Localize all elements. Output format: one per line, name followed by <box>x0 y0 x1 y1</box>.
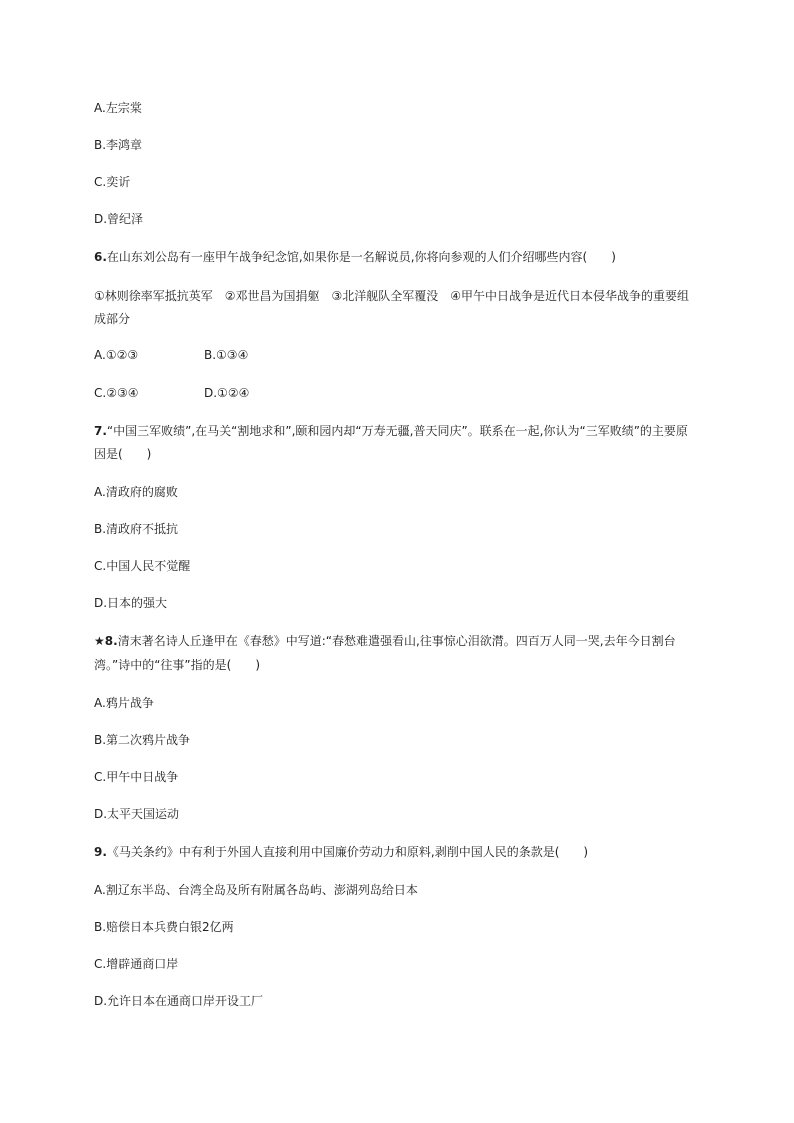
q8-option-c: C.甲午中日战争 <box>94 770 179 784</box>
q5-option-a: A.左宗棠 <box>94 101 142 115</box>
star-icon: ★ <box>94 634 105 648</box>
q9-option-d: D.允许日本在通商口岸开设工厂 <box>94 994 264 1008</box>
q9-option-b: B.赔偿日本兵费白银2亿两 <box>94 920 234 934</box>
q8-stem-line2: 湾。”诗中的“往事”指的是( ) <box>94 658 261 672</box>
q9-option-a: A.割辽东半岛、台湾全岛及所有附属各岛屿、澎湖列岛给日本 <box>94 883 418 897</box>
q6-number: 6. <box>94 250 107 264</box>
q9-option-c: C.增辟通商口岸 <box>94 957 179 971</box>
q8-option-d: D.太平天国运动 <box>94 807 180 821</box>
q6-items-line2: 成部分 <box>94 312 131 326</box>
q6-option-b: B.①③④ <box>204 348 249 362</box>
q5-option-b: B.李鸿章 <box>94 138 143 152</box>
q8-stem-text1: 清末著名诗人丘逢甲在《春愁》中写道:“春愁难遣强看山,往事惊心泪欲潸。四百万人同一哭,去年今日割台 <box>117 634 676 648</box>
q9-stem-line <box>94 843 588 861</box>
q7-number: 7. <box>94 424 107 438</box>
q7-stem-line2: 因是( ) <box>94 447 152 461</box>
q9-number: 9. <box>94 845 107 859</box>
q6-items-line1: ①林则徐率军抵抗英军 ②邓世昌为国捐躯 ③北洋舰队全军覆没 ④甲午中日战争是近代日本侵华战争的重要组 <box>94 289 690 303</box>
q9-stem: 《马关条约》中有利于外国人直接利用中国廉价劳动力和原料,剥削中国人民的条款是( ) <box>106 845 589 859</box>
q7-stem-line1 <box>94 422 688 440</box>
q6-option-c: C.②③④ <box>94 386 139 400</box>
q7-option-d: D.日本的强大 <box>94 596 168 610</box>
q7-option-b: B.清政府不抵抗 <box>94 522 179 536</box>
q7-option-c: C.中国人民不觉醒 <box>94 559 191 573</box>
q8-option-b: B.第二次鸦片战争 <box>94 733 191 747</box>
q6-stem: 在山东刘公岛有一座甲午战争纪念馆,如果你是一名解说员,你将向参观的人们介绍哪些内容( ) <box>106 250 616 264</box>
q7-stem-text1: “中国三军败绩”,在马关“割地求和”,颐和园内却“万寿无疆,普天同庆”。联系在一起,你认为“三军败绩”的主要原 <box>106 424 688 438</box>
q8-stem-line1 <box>94 632 676 650</box>
q8-number: 8. <box>104 634 118 648</box>
q8-option-a: A.鸦片战争 <box>94 696 154 710</box>
q6-stem-line <box>94 248 616 266</box>
q6-option-a: A.①②③ <box>94 348 139 362</box>
q6-option-d: D.①②④ <box>204 386 250 400</box>
q5-option-c: C.奕䜣 <box>94 175 131 189</box>
q5-option-d: D.曾纪泽 <box>94 212 144 226</box>
q7-option-a: A.清政府的腐败 <box>94 485 178 499</box>
